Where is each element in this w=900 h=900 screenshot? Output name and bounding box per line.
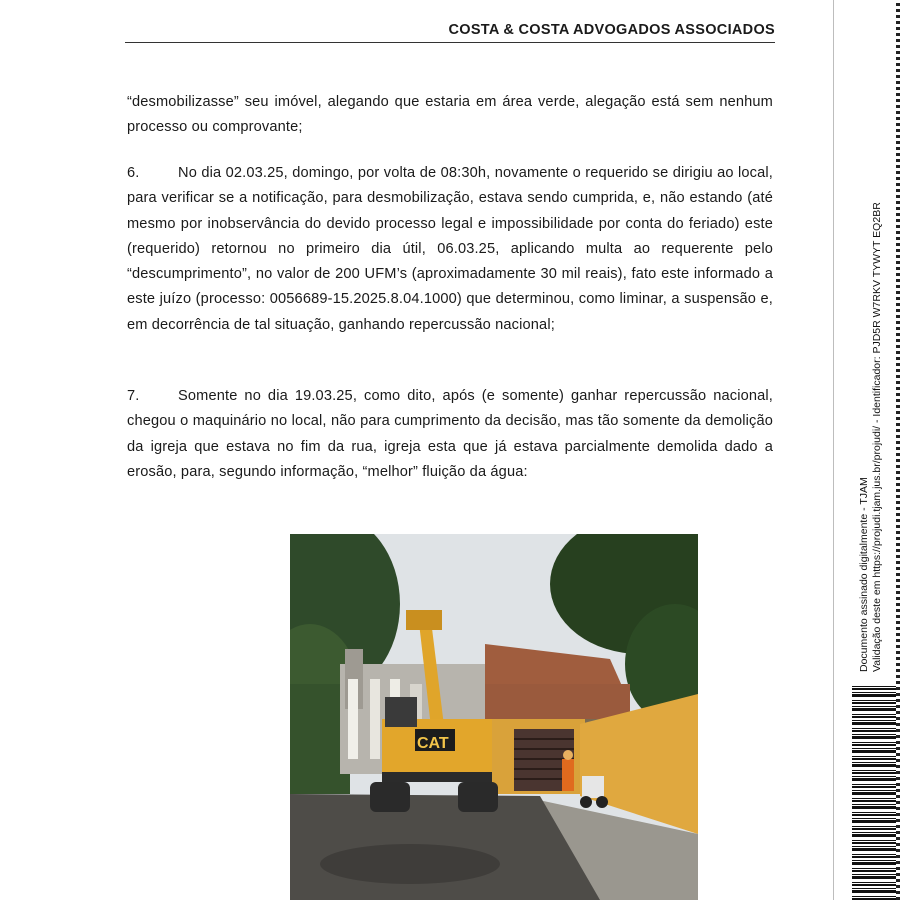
margin-separator	[833, 0, 834, 900]
letterhead-firm-name: COSTA & COSTA ADVOGADOS ASSOCIADOS	[125, 22, 775, 43]
digital-signature-text: Documento assinado digitalmente - TJAM	[858, 477, 870, 672]
excavator-photo	[290, 534, 698, 900]
validation-barcode	[852, 683, 896, 900]
edge-barcode	[896, 0, 900, 900]
paragraph-7	[127, 384, 773, 485]
validation-url-text: Validação deste em https://projudi.tjam.jus.br/projudi/ - Identificador: PJD5R W7RKV TYWYT EQ2BR	[871, 202, 883, 672]
paragraph-7-text: Somente no dia 19.03.25, como dito, após (e somente) ganhar repercussão nacional, chegou o maquinário no local, não para cumprimento da decisão, mas tão somente da demolição da igreja que estava no fim da rua, igreja esta que já estava parcialmente demolida dado a erosão, para, segundo informação, “melhor” fluição da água:	[127, 388, 773, 480]
paragraph-continuation: “desmobilizasse” seu imóvel, alegando que estaria em área verde, alegação está sem nenhum processo ou comprovante;	[127, 94, 773, 136]
cat-logo: CAT	[417, 735, 449, 752]
paragraph-6-text: No dia 02.03.25, domingo, por volta de 08:30h, novamente o requerido se dirigiu ao local, para verificar se a notificação, para desmobilização, estava sendo cumprida, e, não estando (até mesmo por inobservância do devido processo legal e impossibilidade por conta do feriado) este (requerido) retornou no primeiro dia útil, 06.03.25, aplicando multa ao requerente pelo “descumprimento”, no valor de 200 UFM’s (aproximadamente 30 mil reais), fato este informado a este juízo (processo: 0056689-15.2025.8.04.1000) que determinou, como liminar, a suspensão e, em decorrência de tal situação, ganhando repercussão nacional;	[127, 165, 773, 333]
paragraph-6-number: 6.	[127, 165, 140, 181]
paragraph-7-number: 7.	[127, 388, 140, 404]
paragraph-6	[127, 161, 773, 338]
